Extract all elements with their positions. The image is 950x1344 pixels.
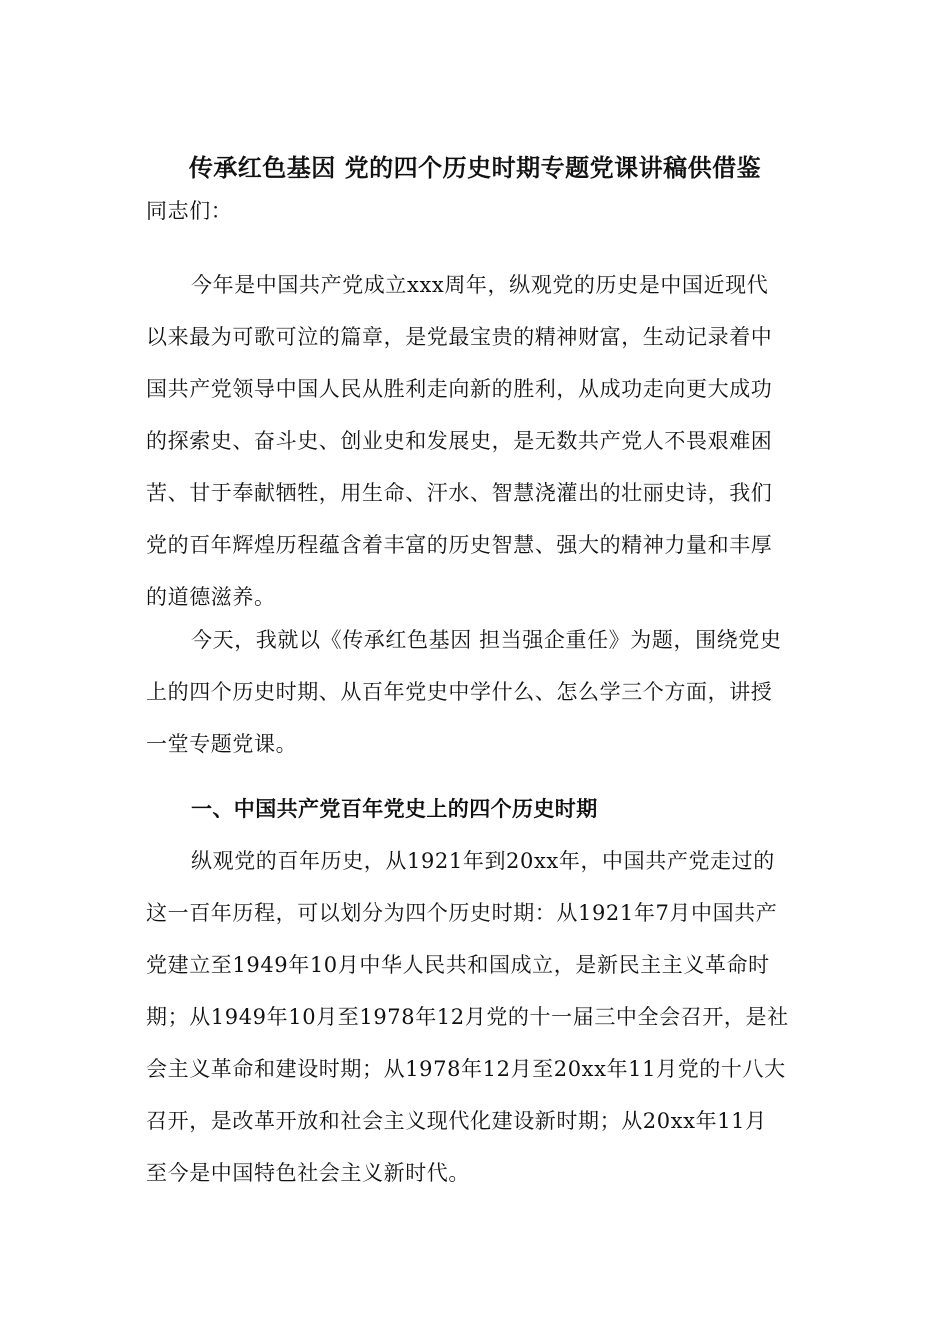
paragraph-line: 的探索史、奋斗史、创业史和发展史，是无数共产党人不畏艰难困 — [146, 429, 773, 453]
paragraph-line: 以来最为可歌可泣的篇章，是党最宝贵的精神财富，生动记录着中 — [146, 325, 773, 349]
paragraph-line: 党建立至1949年10月中华人民共和国成立，是新民主主义革命时 — [146, 953, 770, 977]
section-heading: 一、中国共产党百年党史上的四个历史时期 — [191, 797, 598, 821]
paragraph-line: 期；从1949年10月至1978年12月党的十一届三中全会召开，是社 — [146, 1005, 789, 1029]
paragraph-line: 今年是中国共产党成立xxx周年，纵观党的历史是中国近现代 — [191, 273, 769, 297]
document-title: 传承红色基因 党的四个历史时期专题党课讲稿供借鉴 — [188, 154, 762, 182]
paragraph-line: 一堂专题党课。 — [146, 732, 298, 756]
paragraph-line: 会主义革命和建设时期；从1978年12月至20xx年11月党的十八大 — [146, 1057, 786, 1081]
salutation-text: 同志们： — [146, 199, 233, 223]
paragraph-3 — [146, 835, 806, 1199]
paragraph-line: 这一百年历程，可以划分为四个历史时期：从1921年7月中国共产 — [146, 901, 778, 925]
paragraph-line: 党的百年辉煌历程蕴含着丰富的历史智慧、强大的精神力量和丰厚 — [146, 533, 773, 557]
paragraph-line: 至今是中国特色社会主义新时代。 — [146, 1161, 470, 1185]
paragraph-line: 召开，是改革开放和社会主义现代化建设新时期；从20xx年11月 — [146, 1109, 767, 1133]
paragraph-line: 上的四个历史时期、从百年党史中学什么、怎么学三个方面，讲授 — [146, 680, 773, 704]
salutation — [146, 185, 806, 237]
paragraph-line: 的道德滋养。 — [146, 585, 276, 609]
paragraph-line: 今天，我就以《传承红色基因 担当强企重任》为题，围绕党史 — [191, 628, 782, 652]
paragraph-line: 国共产党领导中国人民从胜利走向新的胜利，从成功走向更大成功 — [146, 377, 773, 401]
paragraph-line: 纵观党的百年历史，从1921年到20xx年，中国共产党走过的 — [191, 849, 775, 873]
paragraph-2 — [146, 614, 806, 770]
paragraph-1 — [146, 259, 806, 623]
paragraph-line: 苦、甘于奉献牺牲，用生命、汗水、智慧浇灌出的壮丽史诗，我们 — [146, 481, 773, 505]
